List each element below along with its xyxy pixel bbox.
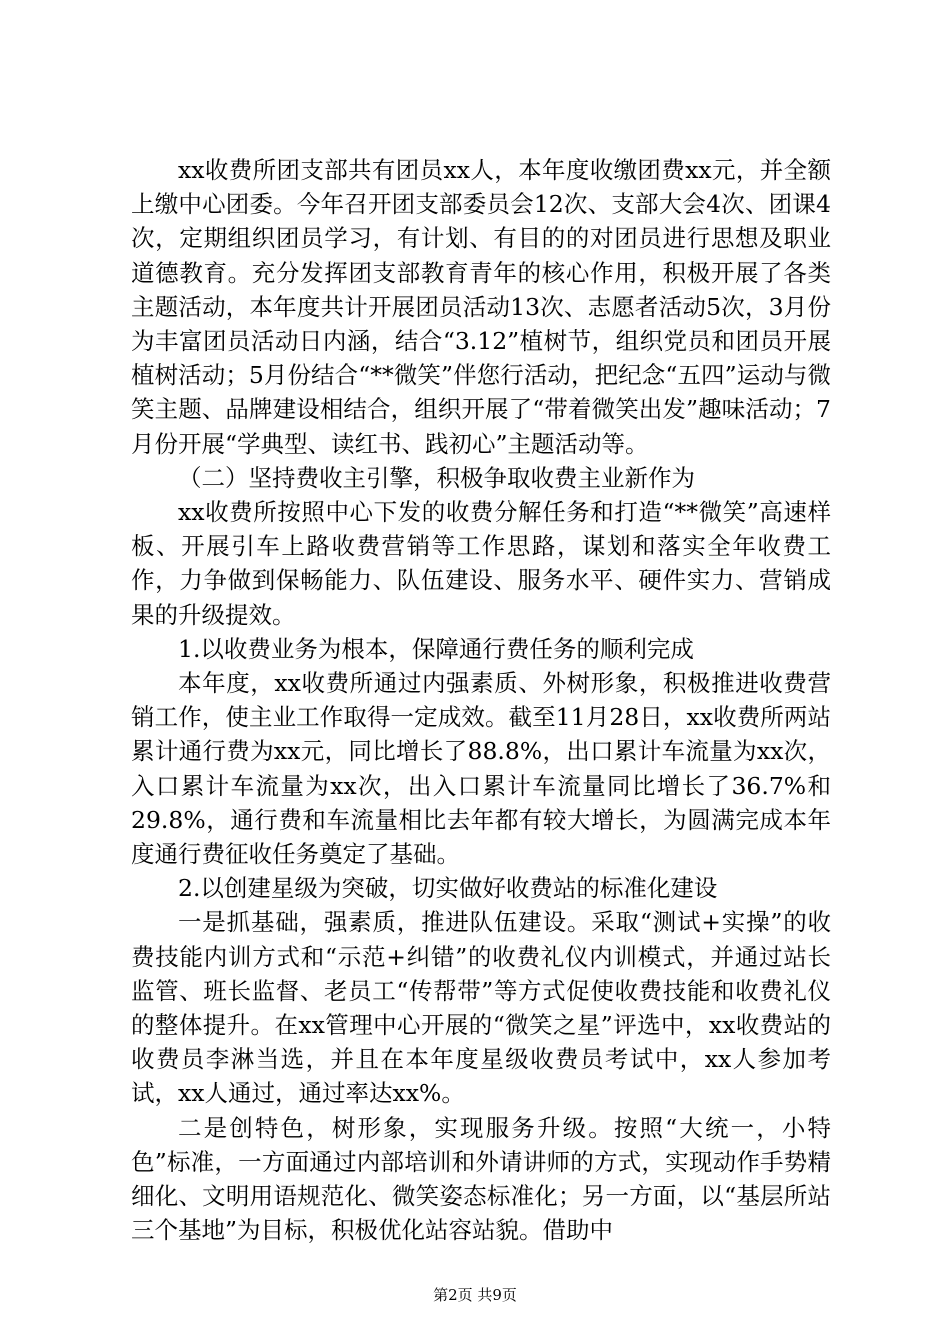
page-footer: 第2页 共9页 [433, 1286, 517, 1304]
paragraph: 本年度，xx收费所通过内强素质、外树形象，积极推进收费营销工作，使主业工作取得一定成效。截至11月28日，xx收费所两站累计通行费为xx元，同比增长了88.8%，出口累计车流量为xx次，入口累计车流量为xx次，出入口累计车流量同比增长了36.7%和29.8%，通行费和车流量相比去年都有较大增长，为圆满完成本年度通行费征收任务奠定了基础。 [131, 669, 831, 869]
paragraph: xx收费所按照中心下发的收费分解任务和打造“**微笑”高速样板、开展引车上路收费营销等工作思路，谋划和落实全年收费工作，力争做到保畅能力、队伍建设、服务水平、硬件实力、营销成果的升级提效。 [131, 498, 831, 629]
subsection-heading: 2.以创建星级为突破，切实做好收费站的标准化建设 [178, 874, 718, 903]
paragraph: xx收费所团支部共有团员xx人，本年度收缴团费xx元，并全额上缴中心团委。今年召开团支部委员会12次、支部大会4次、团课4次，定期组织团员学习，有计划、有目的的对团员进行思想及职业道德教育。充分发挥团支部教育青年的核心作用，积极开展了各类主题活动，本年度共计开展团员活动13次、志愿者活动5次，3月份为丰富团员活动日内涵，结合“3.12”植树节，组织党员和团员开展植树活动；5月份结合“**微笑”伴您行活动，把纪念“五四”运动与微笑主题、品牌建设相结合，组织开展了“带着微笑出发”趣味活动；7月份开展“学典型、读红书、践初心”主题活动等。 [131, 156, 831, 458]
subsection-heading: 1.以收费业务为根本，保障通行费任务的顺利完成 [178, 634, 694, 663]
section-heading: （二）坚持费收主引擎，积极争取收费主业新作为 [178, 463, 695, 492]
paragraph: 二是创特色，树形象，实现服务升级。按照“大统一，小特色”标准，一方面通过内部培训和外请讲师的方式，实现动作手势精细化、文明用语规范化、微笑姿态标准化；另一方面，以“基层所站三个基地”为目标，积极优化站容站貌。借助中 [131, 1113, 831, 1245]
document-body [131, 153, 831, 1248]
paragraph: 一是抓基础，强素质，推进队伍建设。采取“测试+实操”的收费技能内训方式和“示范+纠错”的收费礼仪内训模式，并通过站长监管、班长监督、老员工“传帮带”等方式促使收费技能和收费礼仪的整体提升。在xx管理中心开展的“微笑之星”评选中，xx收费站的收费员李淋当选，并且在本年度星级收费员考试中，xx人参加考试，xx人通过，通过率达xx%。 [131, 908, 831, 1108]
